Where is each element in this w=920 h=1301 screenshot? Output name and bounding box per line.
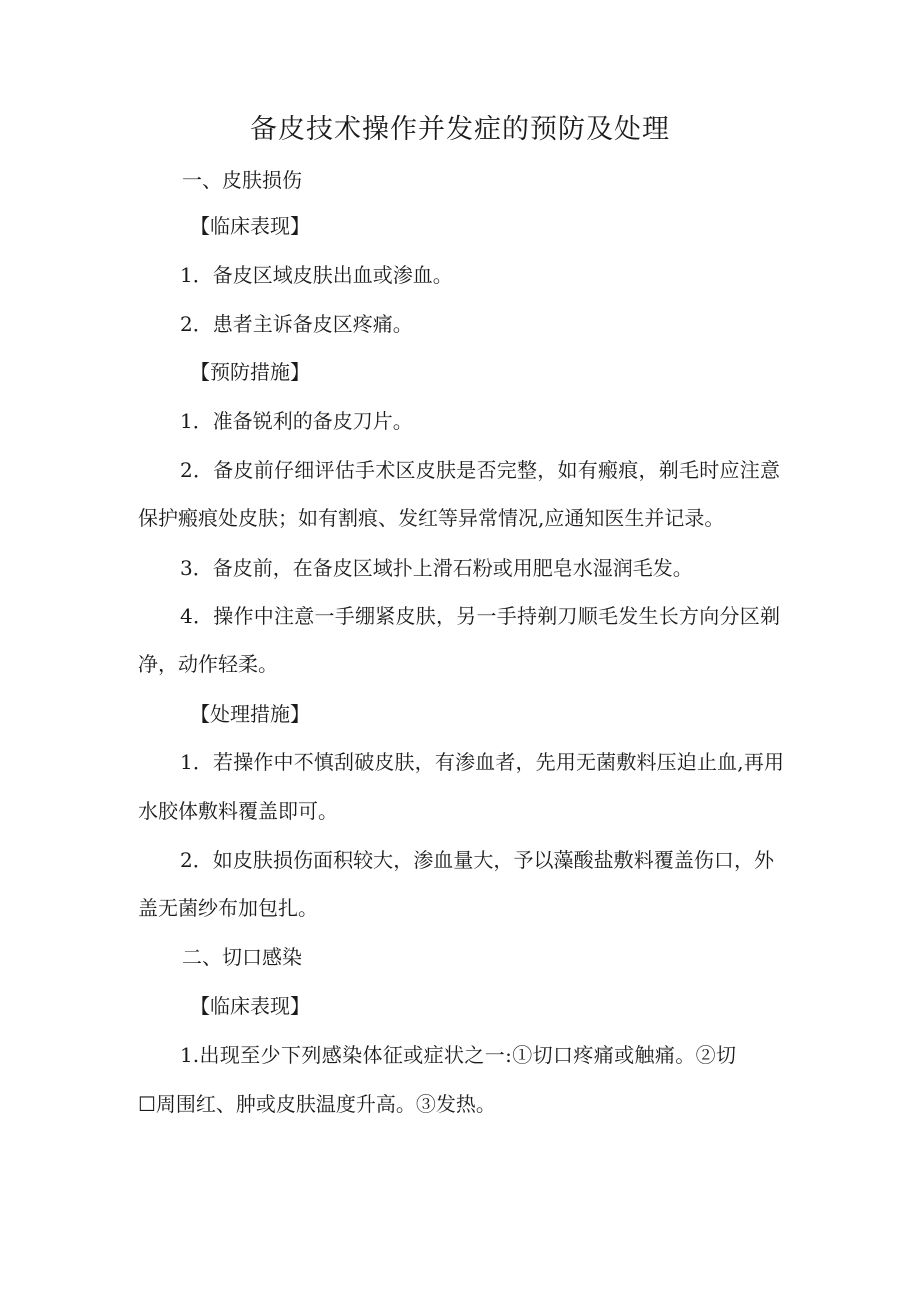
prevention-item-1: 1．准备锐利的备皮刀片。: [180, 409, 413, 433]
prevention-item-2-line-1: 2．备皮前仔细评估手术区皮肤是否完整，如有瘢痕，剃毛时应注意: [180, 458, 780, 482]
prevention-item-2-line-2: 保护瘢痕处皮肤；如有割痕、发红等异常情况,应通知医生并记录。: [138, 506, 725, 530]
clinical-item-1: 1．备皮区域皮肤出血或渗血。: [180, 263, 453, 287]
treatment-item-1-line-2: 水胶体敷料覆盖即可。: [138, 799, 338, 823]
treatment-item-2-line-1: 2．如皮肤损伤面积较大，渗血量大，予以藻酸盐敷料覆盖伤口，外: [180, 848, 774, 872]
prevention-item-4-line-1: 4．操作中注意一手绷紧皮肤，另一手持剃刀顺毛发生长方向分区剃: [180, 604, 780, 628]
subheading-clinical-manifestation: 【临床表现】: [190, 214, 310, 238]
prevention-item-4-line-2: 净，动作轻柔。: [138, 652, 278, 676]
section-heading-skin-injury: 一、皮肤损伤: [182, 168, 302, 192]
subheading-clinical-manifestation-2: 【临床表现】: [190, 994, 310, 1018]
infection-item-1-line-1: 1.出现至少下列感染体征或症状之一:①切口疼痛或触痛。②切: [180, 1043, 736, 1067]
subheading-prevention: 【预防措施】: [190, 360, 310, 384]
treatment-item-2-line-2: 盖无菌纱布加包扎。: [138, 896, 318, 920]
infection-item-1-line-2: ☐周围红、肿或皮肤温度升高。③发热。: [138, 1092, 496, 1116]
subheading-treatment: 【处理措施】: [190, 702, 310, 726]
treatment-item-1-line-1: 1．若操作中不慎刮破皮肤，有渗血者，先用无菌敷料压迫止血,再用: [180, 750, 784, 774]
section-heading-incision-infection: 二、切口感染: [182, 945, 302, 969]
document-title: 备皮技术操作并发症的预防及处理: [250, 114, 670, 145]
prevention-item-3: 3．备皮前，在备皮区域扑上滑石粉或用肥皂水湿润毛发。: [180, 556, 693, 580]
clinical-item-2: 2．患者主诉备皮区疼痛。: [180, 312, 413, 336]
